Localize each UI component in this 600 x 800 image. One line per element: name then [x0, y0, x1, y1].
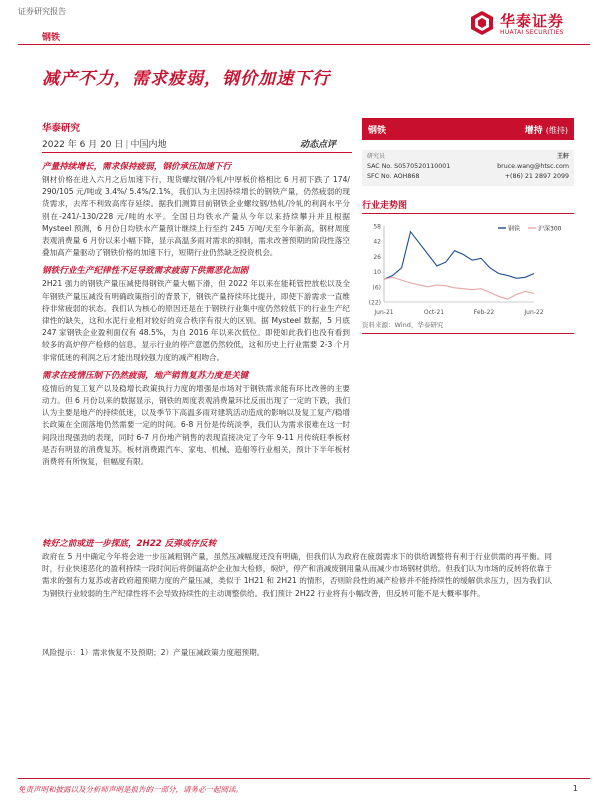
analyst-box [362, 150, 574, 186]
logo-english-name: HUATAI SECURITIES [500, 29, 564, 36]
analyst-role: 研究员 [367, 153, 386, 160]
risk-warning: 风险提示：1）需求恢复不及预期；2）产量压减政策力度超预期。 [42, 648, 265, 657]
series-line-steel [384, 232, 534, 280]
legend-label: 钢铁 [508, 225, 521, 233]
rating-bar [362, 118, 574, 140]
huatai-logo-icon [470, 10, 494, 36]
y-tick-label: 10 [373, 269, 381, 277]
report-region: 中国内地 [130, 140, 167, 150]
research-tag: 华泰研究 [42, 123, 81, 134]
y-tick-label: 42 [373, 238, 381, 246]
main-column [42, 160, 350, 473]
section-heading: 转好之前或进一步探底，2H22 反弹或存反转 [42, 539, 217, 549]
analyst-row [367, 172, 569, 182]
analyst-name: 王轩 [556, 153, 569, 160]
y-tick-label: 58 [373, 223, 381, 231]
section-body: 政府在 5 月中确定今年将会进一步压减粗钢产量，虽然压减幅度还没有明确，但我们认为政府在疲弱需求下的供给调整将有利于行业供需的再平衡。同时，行业快速恶化的盈利持续一段时间后将倒逼高炉企业加大检修，焖炉，停产和消减废钢用量从而减少市场钢材供给。但我们认为市场的反转将依靠于需求的强有力复苏或者政府超预期力度的产量压减，类似于 1H21 和 2H21 的情形，否则阶段性的减产检修并不能持续性的缓解供求压力，因为我们认为钢铁行业较弱的生产纪律性将不会导致持续性的主动调整供给。我们预计 2H22 行业将有小幅改善，但反转可能不是大概率事件。 [42, 552, 552, 598]
trend-chart-svg [362, 218, 574, 318]
wide-section [42, 537, 552, 600]
report-type-label: 证券研究报告 [18, 7, 66, 16]
section-2 [42, 264, 350, 363]
rating-note: (维持) [545, 126, 568, 135]
doc-type: 动态点评 [300, 140, 337, 150]
section-body: 钢材价格在进入六月之后加速下行，现货螺纹钢/冷轧/中厚板价格相比 6 月初下跌了 174/ 290/105 元/吨或 3.4%/ 5.4%/2.1%，我们认为主因持续增长的钢铁产量，仍然疲弱的现货需求，去库不利致高库存延续。据我们测算目前钢铁企业螺纹钢/热轧/冷轧的利润水平分别在-241/-130/228 元/吨的水平。全国日均铁水产量从今年以来持续攀升并且根据 Mysteel 预测，6 月份日均铁水产量预计继续上行至约 245 万吨/天至今年新高，钢材周度表观消费量 6 月份以来小幅下降，显示高温多雨对需求的抑制，需求改善预期的阶段性落空叠加高产量驱动了钢铁价格的加速下行，短期行业仍然缺乏投资机会。 [42, 175, 350, 258]
sidebar-sector: 钢铁 [368, 126, 387, 136]
section-body: 2H21 强力的钢铁产量压减使得钢铁产量大幅下滑，但 2022 年以来在能耗管控放松以及全年钢铁产量压减没有明确政策指引的背景下，钢铁产量持续环比提升，即使下游需求一直维持非常疲弱的状态。我们认为核心的原因还是在于钢铁行业集中度仍然较低下的行业生产纪律性的缺失，这和水泥行业相对较好的竞合秩序有很大的区别。据 Mysteel 数据，5 月底 247 家钢铁企业盈利面仅有 48.5%，为自 2016 年以来次低位。即使如此我们也没有看到较多的高炉停产检修的信息，显示行业的停产意愿仍然较低，这和历史上行业需要 2-3 个月非常低迷的利润之后才能出现较强力度的减产相吻合。 [42, 279, 350, 362]
meta-divider [42, 152, 352, 153]
footer-disclaimer: 免责声明和披露以及分析师声明是报告的一部分，请务必一起阅读。 [18, 785, 243, 794]
analyst-row [367, 162, 569, 172]
x-tick-label: Feb-22 [473, 309, 495, 316]
section-heading: 需求在疫情压制下仍然疲弱，地产销售复苏力度是关键 [42, 370, 249, 381]
huatai-logo [470, 6, 588, 46]
analyst-phone: +(86) 21 2897 2099 [504, 173, 569, 180]
legend-label: 沪深300 [538, 225, 562, 233]
analyst-header [367, 152, 569, 162]
header-divider [18, 44, 590, 45]
x-tick-label: Jun-22 [524, 309, 544, 316]
y-tick-label: 26 [373, 253, 381, 261]
dateline: 2022 年 6 月 20 日 | 中国内地 [42, 140, 167, 150]
trend-chart [362, 218, 574, 318]
report-date: 2022 年 6 月 20 日 [42, 140, 124, 150]
sidebar [362, 118, 574, 334]
analyst-sfc: SFC No. AOH868 [367, 173, 420, 180]
x-tick-label: Oct-21 [423, 309, 445, 316]
page-number: 1 [572, 784, 578, 793]
chart-source: 资料来源：Wind，华泰研究 [362, 321, 444, 329]
section-body: 疫情后的复工复产以及稳增长政策执行力度的增强是市场对于钢铁需求能有环比改善的主要动力。但 6 月份以来的数据显示，钢铁的周度表观消费量环比反而出现了一定的下跌，我们认为主要是地产的持续低迷，以及季节下高温多雨对建筑活动造成的影响以及复工复产/稳增长政策在全面落地仍然需要一定的时间。6-8 月份是传统淡季，我们认为需求很难在这一时间段出现强劲的表现，同时 6-7 月份地产销售的表现直接决定了今年 9-11 月传统旺季板材是否有明显的消费复苏。板材消费跟汽车、家电、机械、造船等行业相关，预计下半年板材消费将有所恢复，但幅度有限。 [42, 383, 350, 467]
report-title: 减产不力，需求疲弱，钢价加速下行 [42, 69, 330, 89]
x-tick-label: Jun-21 [374, 309, 394, 316]
logo-chinese-name: 华泰证券 [500, 12, 565, 30]
footer-divider [18, 778, 590, 779]
sector-label: 钢铁 [42, 33, 61, 43]
section-heading: 产量持续增长，需求保持疲弱，钢价承压加速下行 [42, 162, 232, 172]
y-tick-label: (6) [372, 284, 381, 292]
series-line-csi300 [384, 277, 534, 299]
analyst-email: bruce.wang@htsc.com [497, 163, 569, 170]
trend-chart-title: 行业走势图 [362, 198, 574, 214]
y-tick-label: (22) [368, 299, 381, 307]
section-3 [42, 369, 350, 468]
rating-value: 增持 [524, 126, 543, 136]
rating [525, 123, 568, 136]
analyst-sac: SAC No. S0570520110001 [367, 163, 451, 170]
sidebar-divider [362, 333, 574, 334]
section-heading: 钢铁行业生产纪律性不足导致需求疲弱下供需恶化加剧 [42, 266, 249, 277]
section-1 [42, 160, 350, 259]
